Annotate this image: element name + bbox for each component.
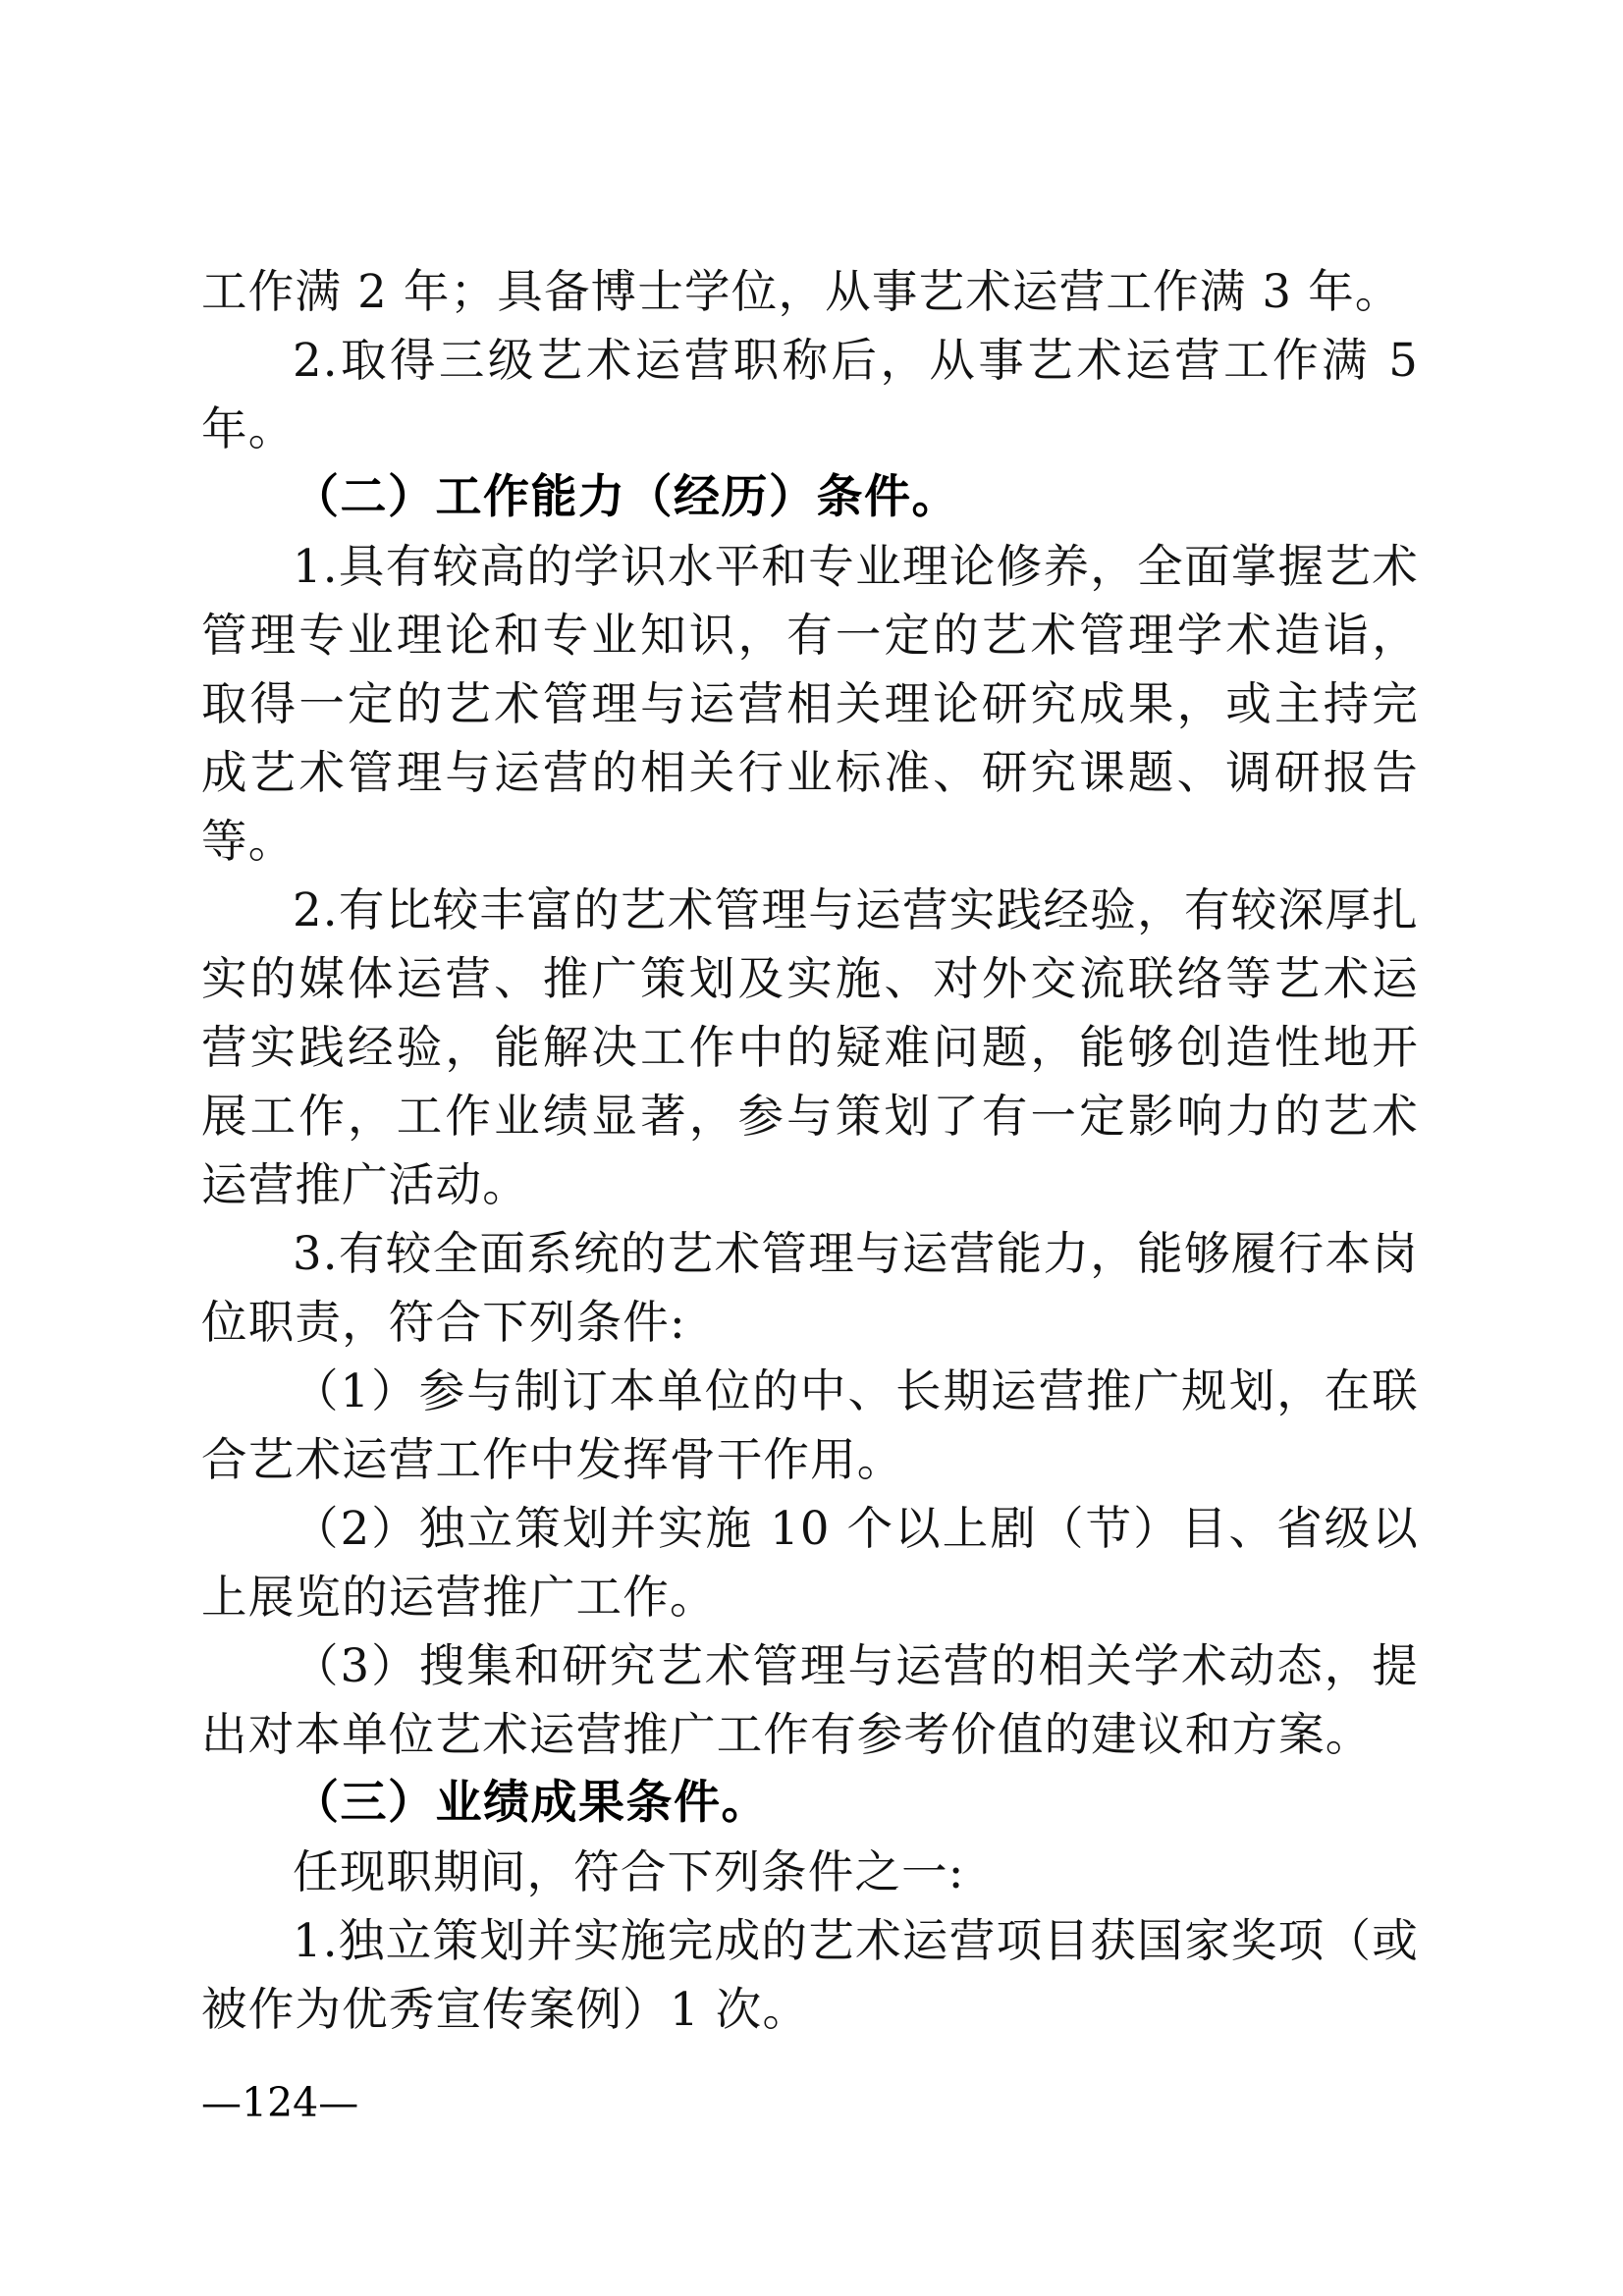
section-heading-performance-results: （三）业绩成果条件。 bbox=[293, 1776, 769, 1830]
paragraph-current-post-period: 任现职期间，符合下列条件之一: bbox=[293, 1845, 965, 1898]
paragraph-continuation-work-years: 工作满 2 年；具备博士学位，从事艺术运营工作满 3 年。 bbox=[201, 265, 1402, 318]
paragraph-ability-subitem-1: （1）参与制订本单位的中、长期运营推广规划，在联合艺术运营工作中发挥骨干作用。 bbox=[201, 1364, 1419, 1486]
page-body-text bbox=[201, 257, 1434, 2044]
paragraph-ability-item-1: 1.具有较高的学识水平和专业理论修养，全面掌握艺术管理专业理论和专业知识，有一定的艺术管理学术造诣，取得一定的艺术管理与运营相关理论研究成果，或主持完成艺术管理与运营的相关行业标准、研究课题、调研报告等。 bbox=[201, 540, 1419, 868]
paragraph-ability-item-2: 2.有比较丰富的艺术管理与运营实践经验，有较深厚扎实的媒体运营、推广策划及实施、对外交流联络等艺术运营实践经验，能解决工作中的疑难问题，能够创造性地开展工作，工作业绩显著，参与策划了有一定影响力的艺术运营推广活动。 bbox=[201, 883, 1419, 1211]
paragraph-ability-subitem-3: （3）搜集和研究艺术管理与运营的相关学术动态，提出对本单位艺术运营推广工作有参考价值的建议和方案。 bbox=[201, 1639, 1419, 1761]
page-number: —124— bbox=[201, 2079, 359, 2126]
paragraph-results-item-1: 1.独立策划并实施完成的艺术运营项目获国家奖项（或被作为优秀宣传案例）1 次。 bbox=[201, 1914, 1419, 2036]
paragraph-ability-subitem-2: （2）独立策划并实施 10 个以上剧（节）目、省级以上展览的运营推广工作。 bbox=[201, 1502, 1419, 1624]
paragraph-item-2-title-after: 2.取得三级艺术运营职称后，从事艺术运营工作满 5 年。 bbox=[201, 334, 1434, 455]
paragraph-ability-item-3: 3.有较全面系统的艺术管理与运营能力，能够履行本岗位职责，符合下列条件: bbox=[201, 1227, 1419, 1349]
section-heading-work-ability: （二）工作能力（经历）条件。 bbox=[293, 470, 959, 524]
